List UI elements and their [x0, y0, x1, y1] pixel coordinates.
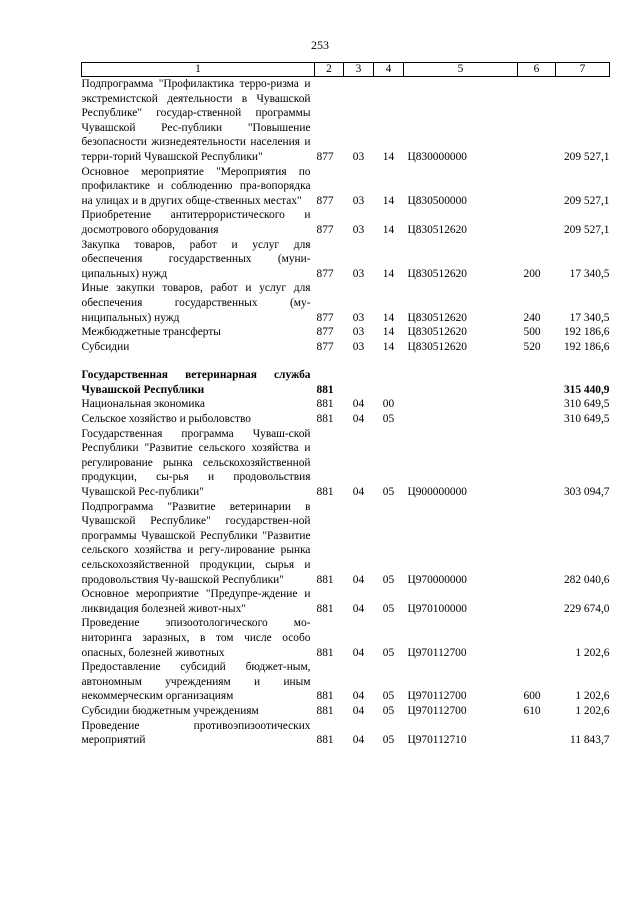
row-amount: 303 094,7	[563, 486, 610, 499]
row-target-article: Ц970000000	[407, 573, 467, 586]
row-section: 03	[352, 150, 365, 163]
row-name: Иные закупки товаров, работ и услуг для обеспечения государственных (му-ниципальных) нужд	[81, 282, 311, 324]
spacer-cell	[82, 354, 610, 368]
row-subsection: 05	[382, 413, 395, 426]
row-target-article: Ц830512620	[407, 326, 467, 339]
row-section: 04	[352, 486, 365, 499]
row-name: Субсидии	[81, 340, 130, 353]
row-section: 03	[352, 340, 365, 353]
table-row	[82, 412, 610, 427]
row-admin-code: 881	[316, 573, 334, 586]
row-name: Сельское хозяйство и рыболовство	[81, 413, 251, 426]
row-expense-type	[518, 616, 556, 660]
table-row	[82, 587, 610, 616]
row-section: 04	[352, 690, 365, 703]
row-name: Основное мероприятие "Предупре-ждение и ликвидация болезней живот-ных"	[81, 588, 311, 615]
row-target-article: Ц970112710	[407, 734, 467, 747]
row-admin-code: 877	[316, 194, 334, 207]
table-row	[82, 397, 610, 412]
row-amount: 282 040,6	[563, 573, 610, 586]
row-expense-type: 520	[523, 340, 541, 353]
table-row	[82, 77, 610, 165]
row-expense-type: 610	[523, 704, 541, 717]
row-admin-code: 881	[316, 734, 334, 747]
row-admin-code: 881	[316, 398, 334, 411]
header-col-7: 7	[556, 63, 610, 77]
row-amount: 192 186,6	[563, 326, 610, 339]
row-admin-code: 881	[316, 646, 334, 659]
row-target-article	[404, 412, 518, 427]
row-amount: 209 527,1	[563, 223, 610, 236]
row-section: 03	[352, 311, 365, 324]
budget-table	[81, 62, 610, 748]
row-section: 04	[352, 573, 365, 586]
table-row	[82, 208, 610, 237]
table-row	[82, 616, 610, 660]
row-subsection: 14	[382, 150, 395, 163]
row-admin-code: 877	[316, 340, 334, 353]
row-name: Государственная программа Чуваш-ской Республики "Развитие сельского хозяйства и регулирование рынка сельскохозяйственной продукции, сы-рья и продовольствия Чувашской Рес-публики"	[81, 427, 311, 499]
table-row	[82, 719, 610, 748]
row-admin-code: 877	[316, 311, 334, 324]
row-subsection: 14	[382, 223, 395, 236]
spacer-row	[82, 354, 610, 368]
table-header	[82, 63, 610, 77]
row-expense-type	[518, 368, 556, 397]
row-name: Предоставление субсидий бюджет-ным, автономным учреждениям и иным некоммерческим организациям	[81, 661, 311, 703]
row-subsection: 00	[382, 398, 395, 411]
row-section: 04	[352, 602, 365, 615]
row-target-article	[404, 368, 518, 397]
row-target-article: Ц830512620	[407, 340, 467, 353]
row-name: Подпрограмма "Профилактика терро-ризма и экстремистской деятельности в Чувашской Республике" государ-ственной программы Чувашской Рес-публики "Повышение безопасности жизнедеятельности населения и терри-торий Чувашской Республики"	[81, 78, 311, 163]
table-row	[82, 500, 610, 588]
row-subsection: 05	[382, 690, 395, 703]
header-col-6: 6	[518, 63, 556, 77]
row-amount: 1 202,6	[575, 646, 610, 659]
row-expense-type: 200	[523, 267, 541, 280]
row-target-article: Ц830512620	[407, 223, 467, 236]
row-expense-type	[518, 500, 556, 588]
row-subsection: 05	[382, 573, 395, 586]
row-section: 04	[352, 413, 365, 426]
row-subsection: 05	[382, 734, 395, 747]
row-admin-code: 877	[316, 150, 334, 163]
row-subsection: 05	[382, 646, 395, 659]
row-name: Закупка товаров, работ и услуг для обеспечения государственных (муни-ципальных) нужд	[81, 238, 311, 280]
row-amount: 209 527,1	[563, 194, 610, 207]
row-subsection: 14	[382, 194, 395, 207]
row-section	[344, 368, 374, 397]
row-subsection: 14	[382, 267, 395, 280]
page-number: 253	[311, 38, 329, 52]
row-subsection: 14	[382, 326, 395, 339]
header-col-4: 4	[374, 63, 404, 77]
row-subsection: 05	[382, 704, 395, 717]
row-amount: 209 527,1	[563, 150, 610, 163]
row-target-article: Ц830512620	[407, 311, 467, 324]
row-admin-code: 881	[316, 704, 334, 717]
row-expense-type: 600	[523, 690, 541, 703]
row-amount: 315 440,9	[563, 383, 610, 396]
row-expense-type	[518, 587, 556, 616]
row-amount: 1 202,6	[575, 690, 610, 703]
row-subsection: 05	[382, 486, 395, 499]
row-amount: 310 649,5	[563, 413, 610, 426]
row-admin-code: 881	[316, 486, 334, 499]
row-amount: 11 843,7	[570, 734, 610, 747]
row-expense-type	[518, 77, 556, 165]
row-amount: 17 340,5	[569, 267, 610, 280]
row-name: Межбюджетные трансферты	[81, 326, 221, 339]
row-name: Субсидии бюджетным учреждениям	[81, 704, 259, 717]
row-section: 03	[352, 326, 365, 339]
row-expense-type	[518, 165, 556, 209]
row-subsection: 14	[382, 311, 395, 324]
row-name: Проведение противоэпизоотических мероприятий	[81, 719, 311, 747]
row-section: 04	[352, 646, 365, 659]
header-col-5: 5	[404, 63, 518, 77]
row-target-article: Ц970112700	[407, 646, 467, 659]
row-section: 04	[352, 704, 365, 717]
row-amount: 192 186,6	[563, 340, 610, 353]
row-section: 04	[352, 398, 365, 411]
row-target-article: Ц900000000	[407, 486, 467, 499]
row-admin-code: 877	[316, 326, 334, 339]
row-target-article: Ц830500000	[407, 194, 467, 207]
table-row	[82, 325, 610, 340]
row-name: Национальная экономика	[81, 398, 205, 411]
row-name: Проведение эпизоотологического мо-ниторинга заразных, в том числе особо опасных, болезней животных	[81, 617, 311, 659]
row-amount: 229 674,0	[563, 602, 610, 615]
row-admin-code: 881	[316, 690, 334, 703]
table-row	[82, 238, 610, 282]
row-target-article: Ц970100000	[407, 602, 467, 615]
row-admin-code: 881	[316, 413, 334, 426]
row-expense-type	[518, 719, 556, 748]
row-target-article: Ц970112700	[407, 704, 467, 717]
row-section: 03	[352, 223, 365, 236]
table-row	[82, 660, 610, 704]
row-admin-code: 881	[316, 602, 334, 615]
row-section: 03	[352, 194, 365, 207]
row-subsection	[374, 368, 404, 397]
table-body	[82, 77, 610, 748]
table-row	[82, 281, 610, 325]
header-col-1: 1	[82, 63, 315, 77]
row-target-article	[404, 397, 518, 412]
row-subsection: 14	[382, 340, 395, 353]
row-admin-code: 877	[316, 267, 334, 280]
table-row	[82, 704, 610, 719]
row-section: 03	[352, 267, 365, 280]
table-row	[82, 427, 610, 500]
table-row	[82, 368, 610, 397]
row-name: Подпрограмма "Развитие ветеринарии в Чувашской Республике" государствен-ной программы Чувашской Республики "Развитие сельского хозяйства и регу-лирование рынка сельскохозяйственной продукции, сырья и продовольствия Чу-вашской Республики"	[81, 500, 311, 586]
row-admin-code: 877	[316, 223, 334, 236]
row-target-article: Ц830000000	[407, 150, 467, 163]
table-row	[82, 340, 610, 355]
row-section: 04	[352, 734, 365, 747]
row-expense-type	[518, 208, 556, 237]
row-target-article: Ц970112700	[407, 690, 467, 703]
header-row	[82, 63, 610, 77]
header-col-2: 2	[315, 63, 344, 77]
row-subsection: 05	[382, 602, 395, 615]
row-name: Приобретение антитеррористического и досмотрового оборудования	[81, 209, 311, 236]
row-target-article: Ц830512620	[407, 267, 467, 280]
row-expense-type	[518, 397, 556, 412]
row-amount: 17 340,5	[569, 311, 610, 324]
row-expense-type: 500	[523, 326, 541, 339]
table-row	[82, 165, 610, 209]
row-amount: 310 649,5	[563, 398, 610, 411]
row-expense-type	[518, 427, 556, 500]
row-name: Основное мероприятие "Мероприятия по профилактике и соблюдению пра-вопорядка на улицах и в других обще-ственных местах"	[81, 165, 311, 207]
row-admin-code: 881	[316, 383, 334, 396]
row-expense-type	[518, 412, 556, 427]
row-expense-type: 240	[523, 311, 541, 324]
row-name: Государственная ветеринарная служба Чувашской Республики	[81, 369, 311, 396]
row-amount: 1 202,6	[575, 704, 610, 717]
header-col-3: 3	[344, 63, 374, 77]
